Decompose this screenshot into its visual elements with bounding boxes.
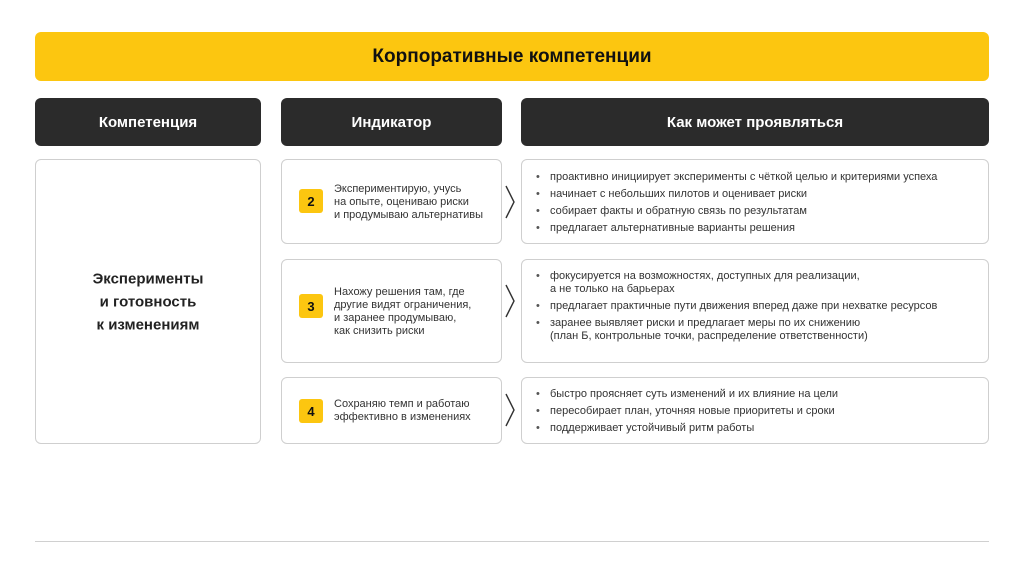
chevron-right-icon (503, 283, 517, 319)
indicator-text (334, 286, 471, 338)
indicator-text (334, 398, 471, 424)
header-manifestation: Как может проявляться (521, 98, 989, 146)
competence-card (35, 159, 261, 444)
indicator-line: Экспериментирую, учусь (334, 183, 462, 195)
level-badge: 4 (299, 399, 323, 423)
manifestation-card-level-2 (521, 159, 989, 244)
indicator-line: другие видят ограничения, (334, 299, 472, 311)
manifestation-item: • начинает с небольших пилотов и оценивает риски (536, 188, 978, 201)
indicator-line: как снизить риски (334, 325, 425, 337)
footer-divider (35, 541, 989, 542)
manifestation-item: • фокусируется на возможностях, доступных для реализации, (536, 270, 978, 283)
indicator-card-level-2 (281, 159, 502, 244)
manifestation-list (536, 270, 978, 347)
page-title: Корпоративные компетенции (35, 32, 989, 81)
indicator-card-level-3 (281, 259, 502, 363)
manifestation-card-level-3 (521, 259, 989, 363)
indicator-line: на опыте, оцениваю риски (334, 196, 469, 208)
manifestation-list (536, 171, 978, 239)
manifestation-item: • заранее выявляет риски и предлагает меры по их снижению (536, 317, 978, 330)
indicator-line: и заранее продумываю, (334, 312, 457, 324)
manifestation-card-level-4 (521, 377, 989, 444)
level-badge: 3 (299, 294, 323, 318)
manifestation-item: • быстро проясняет суть изменений и их влияние на цели (536, 388, 978, 401)
chevron-right-icon (503, 184, 517, 220)
indicator-line: и продумываю альтернативы (334, 209, 483, 221)
indicator-line: эффективно в изменениях (334, 411, 471, 423)
manifestation-item: • предлагает альтернативные варианты решения (536, 222, 978, 235)
competence-line: Эксперименты (92, 270, 204, 287)
manifestation-continuation: (план Б, контрольные точки, распределение ответственности) (550, 330, 868, 342)
manifestation-continuation: а не только на барьерах (550, 283, 675, 295)
manifestation-item: • собирает факты и обратную связь по результатам (536, 205, 978, 218)
indicator-text (334, 183, 483, 222)
indicator-card-level-4 (281, 377, 502, 444)
manifestation-item: • поддерживает устойчивый ритм работы (536, 422, 978, 435)
competence-line: и готовность (99, 293, 197, 310)
manifestation-list (536, 388, 978, 439)
manifestation-item: • проактивно инициирует эксперименты с чёткой целью и критериями успеха (536, 171, 978, 184)
competence-name (36, 267, 260, 336)
manifestation-item: • пересобирает план, уточняя новые приоритеты и сроки (536, 405, 978, 418)
chevron-right-icon (503, 392, 517, 428)
level-badge: 2 (299, 189, 323, 213)
manifestation-item: • предлагает практичные пути движения вперед даже при нехватке ресурсов (536, 300, 978, 313)
indicator-line: Нахожу решения там, где (334, 286, 465, 298)
header-indicator: Индикатор (281, 98, 502, 146)
header-competence: Компетенция (35, 98, 261, 146)
indicator-line: Сохраняю темп и работаю (334, 398, 470, 410)
competence-line: к изменениям (96, 316, 200, 333)
